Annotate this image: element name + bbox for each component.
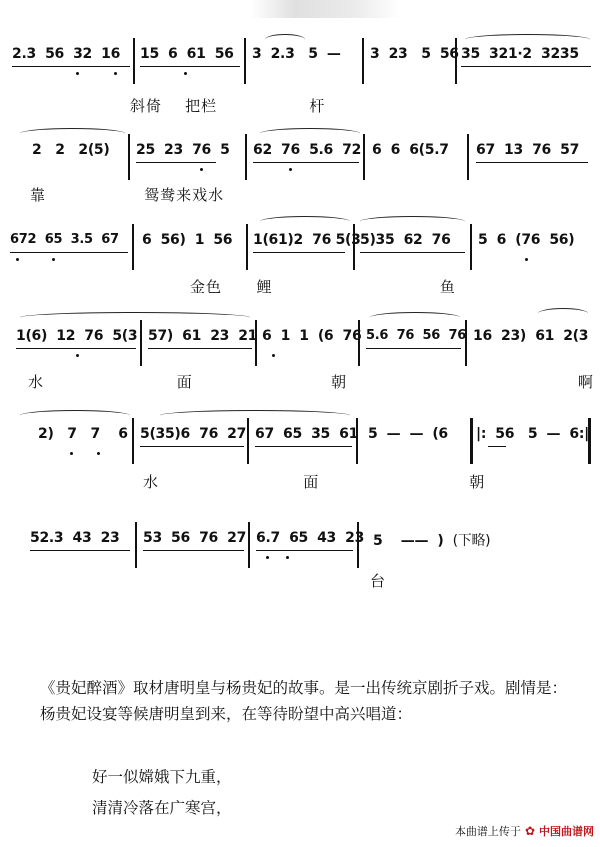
note: 76 xyxy=(199,426,219,442)
repeat-start-bar xyxy=(470,418,473,464)
underline-beam xyxy=(253,252,345,253)
note: 72 xyxy=(342,142,362,158)
note: 62 xyxy=(253,142,272,158)
notes-measure xyxy=(136,142,230,158)
note: 1 xyxy=(280,328,291,344)
notes-measure xyxy=(473,328,588,344)
note: 62 xyxy=(403,232,423,248)
slur xyxy=(160,410,350,421)
note: 23 xyxy=(100,530,120,546)
note: 3 xyxy=(370,46,380,62)
note: 32 xyxy=(73,46,92,62)
underline-beam xyxy=(476,162,588,163)
note: 672 xyxy=(10,232,37,247)
notes-measure xyxy=(253,232,361,248)
lyric-line-6: 台 xyxy=(370,572,387,590)
note: 2 xyxy=(55,142,65,158)
note: 6 xyxy=(372,142,382,158)
score-row-5 xyxy=(10,418,595,464)
note: 13 xyxy=(504,142,523,158)
note: (6 xyxy=(317,328,334,344)
bar-line xyxy=(244,38,246,84)
note: 5 xyxy=(308,46,318,62)
note: — xyxy=(409,426,424,442)
note: 16 xyxy=(473,328,492,344)
notes-measure xyxy=(262,328,361,344)
underline-beam xyxy=(140,66,240,67)
notes-measure xyxy=(461,46,579,62)
bar-line xyxy=(363,134,365,180)
cn-logo-icon: ✿ xyxy=(524,824,535,838)
slur xyxy=(20,410,130,421)
notes-measure xyxy=(478,232,574,248)
note: — xyxy=(386,426,401,442)
note: 67 xyxy=(255,426,274,442)
octave-dot xyxy=(286,556,289,559)
note: —— xyxy=(400,533,429,549)
note: 43 xyxy=(72,530,92,546)
note: 27 xyxy=(227,426,247,442)
notes-measure xyxy=(16,328,137,344)
slur xyxy=(538,308,588,319)
note: 61 xyxy=(182,328,202,344)
note: (76 xyxy=(515,232,541,248)
notes-measure xyxy=(476,142,579,158)
bar-line xyxy=(246,224,248,270)
note: 32 xyxy=(489,46,508,62)
note: 6 xyxy=(496,232,507,248)
note: 6 xyxy=(142,232,152,248)
note: 5)35 xyxy=(360,232,395,248)
note: 5(3 xyxy=(140,426,165,442)
notes-measure xyxy=(142,232,232,248)
note: 65 xyxy=(289,530,308,546)
note: 2(5) xyxy=(78,142,110,158)
note: 1·2 xyxy=(507,46,532,62)
underline-beam xyxy=(488,446,506,447)
underline-beam xyxy=(12,66,130,67)
note: 76 xyxy=(396,328,415,343)
note: 76 xyxy=(312,232,332,248)
score-row-3 xyxy=(10,224,595,270)
notes-measure xyxy=(372,142,449,158)
note: 1(6 xyxy=(253,232,278,248)
lyric-line-3: 金色 鲤 鱼 xyxy=(190,278,456,296)
note: 23 xyxy=(210,328,230,344)
lyric-line-5: 水 面 朝 xyxy=(143,473,486,491)
note: 57) xyxy=(148,328,173,344)
note: |: xyxy=(476,426,487,442)
notes-measure xyxy=(373,530,490,550)
notes-measure xyxy=(370,46,459,62)
note: 61 xyxy=(186,46,206,62)
score-row-2 xyxy=(10,134,595,180)
underline-beam xyxy=(366,348,461,349)
bar-line xyxy=(133,38,135,84)
note: 56 xyxy=(45,46,64,62)
note: 2) xyxy=(38,426,54,442)
note: 67 xyxy=(476,142,495,158)
underline-beam xyxy=(148,348,252,349)
bar-line xyxy=(135,522,137,568)
note: 67 xyxy=(101,232,119,247)
note: 5 xyxy=(368,426,378,442)
note: 5 xyxy=(421,46,431,62)
note: 5 xyxy=(478,232,488,248)
notes-measure xyxy=(10,232,119,247)
note: 76 xyxy=(431,232,451,248)
note: 5 xyxy=(220,142,230,158)
note: 5(3 xyxy=(335,232,361,248)
bar-line xyxy=(140,320,142,366)
underline-beam xyxy=(136,162,216,163)
note: 15 xyxy=(140,46,159,62)
note: 35 xyxy=(311,426,330,442)
notes-measure xyxy=(255,426,358,442)
notes-measure xyxy=(140,46,234,62)
notes-measure xyxy=(256,530,364,546)
note: :| xyxy=(578,426,589,442)
bar-line xyxy=(247,418,249,464)
note: 3235 xyxy=(541,46,579,62)
underline-beam xyxy=(255,446,352,447)
note: 23) xyxy=(501,328,527,344)
underline-beam xyxy=(143,550,244,551)
note: 6(5.7 xyxy=(409,142,449,158)
slur xyxy=(20,128,125,139)
note: 7 xyxy=(67,426,77,442)
slur xyxy=(360,216,465,227)
note: 1 xyxy=(299,328,309,344)
note: 76 xyxy=(199,530,218,546)
note: 43 xyxy=(317,530,336,546)
note: 56 xyxy=(439,46,459,62)
bar-line xyxy=(132,418,134,464)
slur xyxy=(265,34,305,45)
underline-beam xyxy=(461,66,591,67)
slur xyxy=(20,312,250,323)
octave-dot xyxy=(184,72,187,75)
note: 6.7 xyxy=(256,530,280,546)
note: 2.3 xyxy=(39,530,64,546)
note: 65 xyxy=(283,426,302,442)
note: 56 xyxy=(213,232,233,248)
notes-measure xyxy=(360,232,451,248)
notes-measure xyxy=(32,142,109,158)
octave-dot xyxy=(70,452,73,455)
note: 5 xyxy=(527,426,538,442)
note: ) xyxy=(437,533,444,549)
note: 76 xyxy=(84,328,104,344)
note: 5.6 xyxy=(366,328,389,343)
note: 6 xyxy=(168,46,178,62)
octave-dot xyxy=(52,258,55,261)
note: 27 xyxy=(227,530,247,546)
note: 65 xyxy=(44,232,63,247)
underline-beam xyxy=(253,162,359,163)
underline-beam xyxy=(256,550,353,551)
note: 3.5 xyxy=(70,232,93,247)
notes-measure xyxy=(368,426,448,442)
note: 16 xyxy=(101,46,121,62)
note: 1)2 xyxy=(277,232,303,248)
note: 23 xyxy=(164,142,183,158)
note: 61 xyxy=(535,328,555,344)
bar-line xyxy=(467,134,469,180)
note: 25 xyxy=(136,142,155,158)
intro-paragraph: 《贵妃醉酒》取材唐明皇与杨贵妃的故事。是一出传统京剧折子戏。剧情是：杨贵妃设宴等候唐明皇到来，在等待盼望中高兴唱道： xyxy=(40,679,568,723)
octave-dot xyxy=(114,72,117,75)
note: 76 xyxy=(448,328,466,343)
note: 5)6 xyxy=(164,426,190,442)
verse-line-2: 清清冷落在广寒宫， xyxy=(92,799,232,817)
bar-line xyxy=(128,134,130,180)
note: 12 xyxy=(56,328,76,344)
note: (下略) xyxy=(452,533,491,549)
octave-dot xyxy=(525,258,528,261)
scan-smudge xyxy=(250,0,400,18)
notes-measure xyxy=(143,530,246,546)
score-row-6 xyxy=(10,522,595,568)
underline-beam xyxy=(10,252,128,253)
notes-measure xyxy=(148,328,257,344)
underline-beam xyxy=(16,348,136,349)
octave-dot xyxy=(266,556,269,559)
note: 6 xyxy=(569,426,579,442)
note: 21 xyxy=(238,328,258,344)
note: — xyxy=(326,46,341,62)
bar-line xyxy=(245,134,247,180)
slur xyxy=(260,216,350,227)
note: 56) xyxy=(160,232,186,248)
underline-beam xyxy=(140,446,244,447)
note: 1 xyxy=(194,232,205,248)
bar-line xyxy=(248,522,250,568)
underline-beam xyxy=(30,550,130,551)
slur xyxy=(260,128,360,139)
note: 5.6 xyxy=(309,142,333,158)
bar-line xyxy=(132,224,134,270)
note: 2 xyxy=(32,142,42,158)
octave-dot xyxy=(272,354,275,357)
note: 5 xyxy=(30,530,40,546)
note: 53 xyxy=(143,530,162,546)
lyric-line-1: 斜倚 把栏 杆 xyxy=(130,97,326,115)
notes-measure xyxy=(12,46,120,62)
notes-measure xyxy=(30,530,119,546)
bar-line xyxy=(470,224,472,270)
octave-dot xyxy=(97,452,100,455)
note: 2.3 xyxy=(270,46,295,62)
note: 7 xyxy=(90,426,100,442)
note: 23 xyxy=(388,46,408,62)
note: 2.3 xyxy=(12,46,36,62)
octave-dot xyxy=(289,168,292,171)
slur xyxy=(370,312,460,323)
note: 2(3 xyxy=(563,328,589,344)
note: 3 xyxy=(252,46,262,62)
lyric-line-4: 水 面 朝 啊 xyxy=(28,373,594,391)
bar-line xyxy=(465,320,467,366)
note: 61 xyxy=(339,426,359,442)
notes-measure xyxy=(140,426,246,442)
slur xyxy=(465,34,590,45)
note: 23 xyxy=(345,530,365,546)
note: 76 xyxy=(192,142,211,158)
note: 5(3 xyxy=(112,328,138,344)
score-row-1 xyxy=(10,38,595,84)
note: 35 xyxy=(461,46,480,62)
footer-credit: 本曲谱上传于 ✿ 中国曲谱网 xyxy=(454,824,594,838)
note: 1(6) xyxy=(16,328,48,344)
underline-beam xyxy=(360,252,465,253)
octave-dot xyxy=(16,258,19,261)
note: 6 xyxy=(118,426,128,442)
note: 56 xyxy=(422,328,441,343)
note: 56 xyxy=(171,530,190,546)
note: 6 xyxy=(262,328,272,344)
notes-measure xyxy=(253,142,361,158)
note: 56 xyxy=(214,46,234,62)
note: (6 xyxy=(432,426,448,442)
note: 76 xyxy=(342,328,362,344)
note: 56) xyxy=(549,232,575,248)
octave-dot xyxy=(76,354,79,357)
verse-line-1: 好一似嫦娥下九重， xyxy=(92,768,232,786)
octave-dot xyxy=(200,168,203,171)
note: 76 xyxy=(532,142,551,158)
score-row-4 xyxy=(10,320,595,366)
note: 76 xyxy=(281,142,300,158)
note: — xyxy=(546,426,561,442)
octave-dot xyxy=(76,72,79,75)
note: 5 xyxy=(373,533,383,549)
notes-measure xyxy=(366,328,466,343)
notes-measure xyxy=(38,426,128,442)
bar-line xyxy=(362,38,364,84)
note: 56 xyxy=(495,426,515,442)
lyric-line-2: 靠 鸳鸯来戏水 xyxy=(30,186,225,204)
note: 6 xyxy=(390,142,401,158)
notes-measure xyxy=(476,426,589,442)
notes-measure xyxy=(252,46,341,62)
note: 57 xyxy=(560,142,580,158)
